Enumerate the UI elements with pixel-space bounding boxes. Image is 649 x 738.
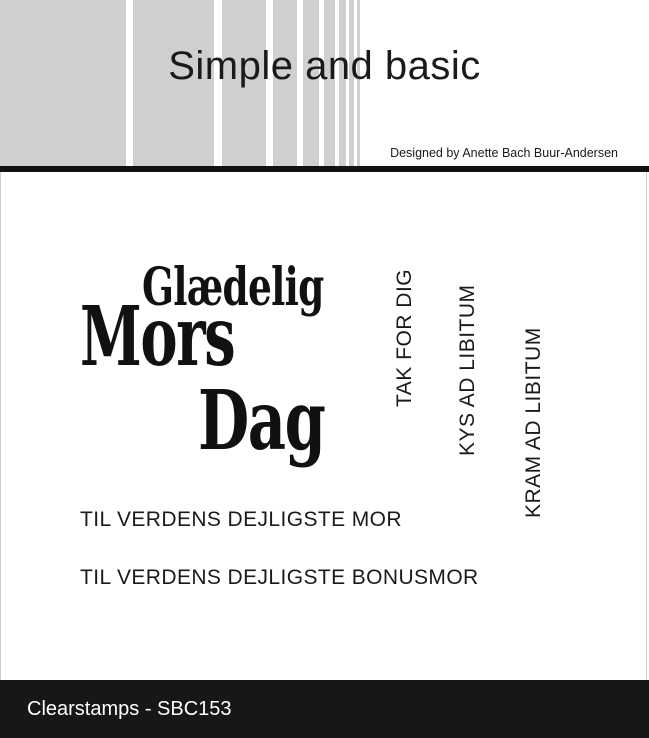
vertical-text-kisses: KYS AD LIBITUM (456, 284, 479, 456)
greeting-word-2: Mors (80, 289, 235, 385)
sentiment-line-mor: TIL VERDENS DEJLIGSTE MOR (80, 508, 402, 531)
header-banner (0, 0, 649, 168)
product-code-label: Clearstamps - SBC153 (27, 698, 232, 720)
product-title: Simple and basic (168, 44, 481, 88)
vertical-text-thanks: TAK FOR DIG (393, 268, 416, 407)
greeting-word-1: Glædelig (142, 257, 324, 318)
greeting-word-3: Dag (198, 373, 325, 469)
sentiment-line-bonusmor: TIL VERDENS DEJLIGSTE BONUSMOR (80, 566, 479, 589)
designer-credit: Designed by Anette Bach Buur-Andersen (390, 146, 618, 160)
footer-bar (0, 680, 649, 738)
vertical-text-hugs: KRAM AD LIBITUM (522, 327, 545, 518)
